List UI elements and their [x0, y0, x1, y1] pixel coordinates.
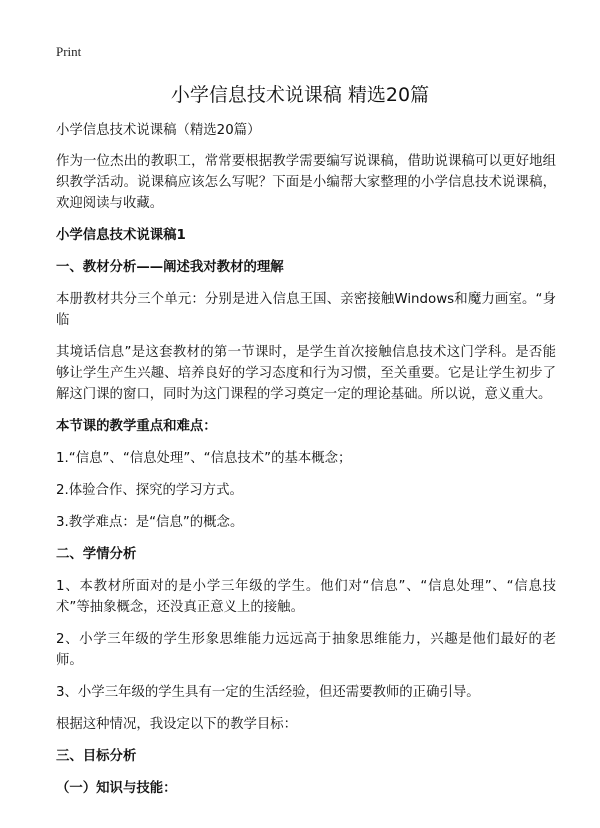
- list-item-2: 2.体验合作、探究的学习方式。: [56, 483, 243, 498]
- heading-material-analysis: 一、教材分析——阐述我对教材的理解: [56, 260, 284, 275]
- paragraph-first-lesson: 其境话信息”是这套教材的第一节课时，是学生首次接触信息技术这门学科。是否能够让学生产生兴趣、培养良好的学习态度和行为习惯，至关重要。它是让学生初步了解这门课的窗口，同时为这门课程的学习奠定一定的理论基础。所以说，意义重大。: [56, 345, 556, 402]
- paragraph-student-2: 2、小学三年级的学生形象思维能力远远高于抽象思维能力，兴趣是他们最好的老师。: [56, 632, 556, 668]
- section-title: 小学信息技术说课稿1: [56, 228, 186, 243]
- intro-paragraph: 作为一位杰出的教职工，常常要根据教学需要编写说课稿，借助说课稿可以更好地组织教学活动。说课稿应该怎么写呢？下面是小编帮大家整理的小学信息技术说课稿，欢迎阅读与收藏。: [56, 154, 556, 211]
- paragraph-student-1: 1、本教材所面对的是小学三年级的学生。他们对“信息”、“信息处理”、“信息技术”等抽象概念，还没真正意义上的接触。: [56, 579, 556, 615]
- heading-goal-analysis: 三、目标分析: [56, 749, 137, 764]
- list-item-1: 1.“信息”、“信息处理”、“信息技术”的基本概念；: [56, 451, 352, 466]
- heading-student-analysis: 二、学情分析: [56, 547, 137, 562]
- paragraph-goal-intro: 根据这种情况，我设定以下的教学目标：: [56, 717, 298, 732]
- document-body: [56, 120, 556, 810]
- paragraph-student-3: 3、小学三年级的学生具有一定的生活经验，但还需要教师的正确引导。: [56, 685, 480, 700]
- print-link[interactable]: Print: [56, 44, 82, 59]
- page-title: 小学信息技术说课稿 精选20篇: [170, 84, 430, 106]
- paragraph-units: 本册教材共分三个单元：分别是进入信息王国、亲密接触Windows和魔力画室。“身临: [56, 292, 556, 328]
- list-item-3: 3.教学难点：是“信息”的概念。: [56, 515, 244, 530]
- document-subtitle: 小学信息技术说课稿（精选20篇）: [56, 123, 261, 138]
- subheading-knowledge-skills: （一）知识与技能：: [56, 781, 177, 796]
- heading-key-points: 本节课的教学重点和难点：: [56, 419, 217, 434]
